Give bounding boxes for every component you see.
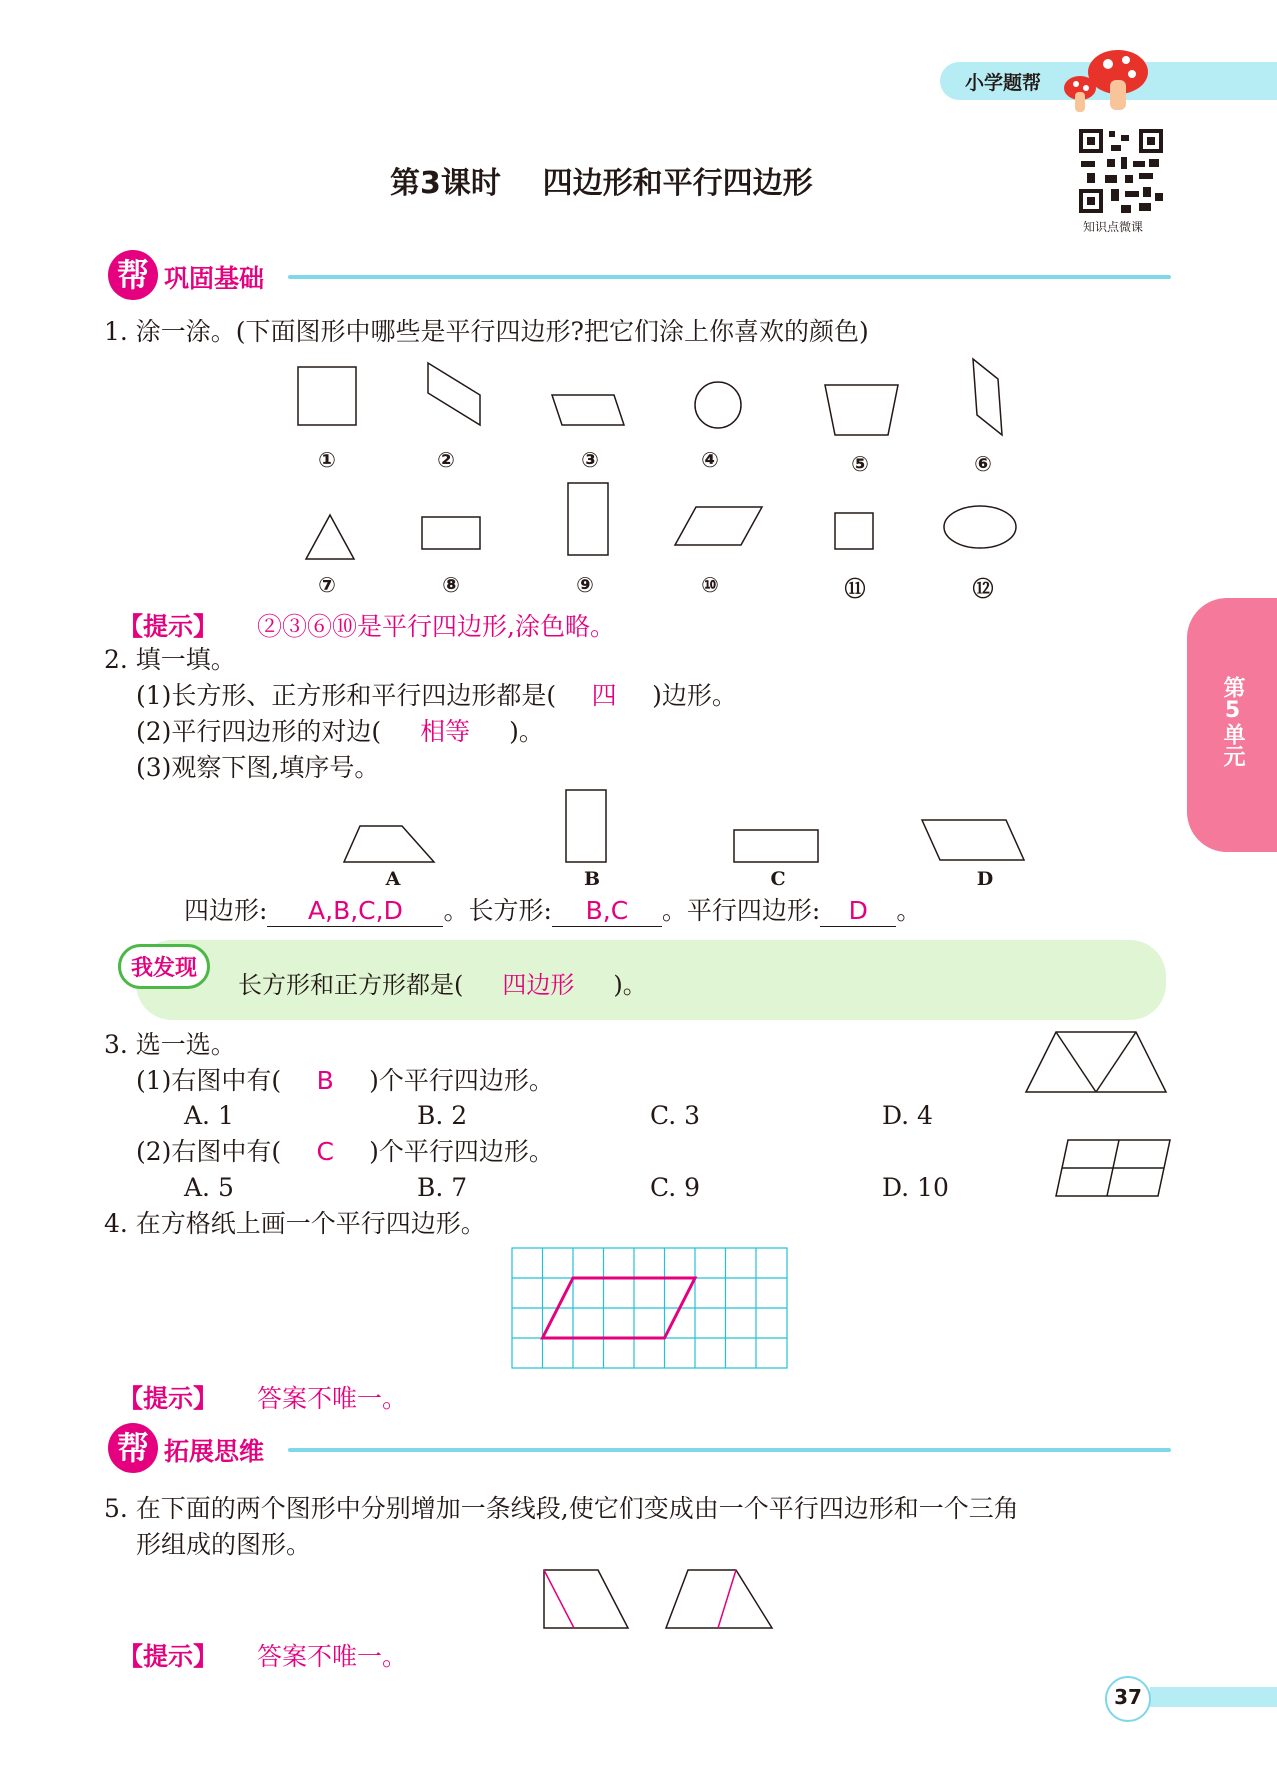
q3-part2 xyxy=(136,1137,554,1167)
shape-3-parallelogram xyxy=(552,395,624,425)
q1-shapes xyxy=(290,355,1030,595)
shape-10-parallelogram xyxy=(675,507,762,545)
q3-part1-prefix: (1)右图中有( xyxy=(136,1066,282,1095)
q2-shapes xyxy=(330,780,1050,880)
q1-hint: ②③⑥⑩是平行四边形,涂色略。 xyxy=(257,612,615,641)
section-divider-basic xyxy=(288,275,1171,279)
shape-label-12: ⑫ xyxy=(972,577,994,601)
shape-label-6: ⑥ xyxy=(974,452,992,476)
q1-hint-label: 【提示】 xyxy=(118,612,219,641)
q2-part1-suffix: )边形。 xyxy=(652,681,737,710)
q2-part1-prefix: (1)长方形、正方形和平行四边形都是( xyxy=(136,681,557,710)
shape-B-rectangle xyxy=(566,790,606,862)
q3-p1-option-a: A. 1 xyxy=(184,1101,234,1130)
fill-quad-answer: A,B,C,D xyxy=(267,896,443,927)
shape-2-parallelogram xyxy=(428,363,480,425)
q5-stem-line2: 形组成的图形。 xyxy=(136,1530,312,1559)
q3-part1 xyxy=(136,1066,554,1096)
q3-part2-answer: C xyxy=(316,1137,334,1166)
shape-label-10: ⑩ xyxy=(701,573,719,597)
shape-A-trapezoid xyxy=(344,826,434,862)
shape-9-rectangle xyxy=(568,483,608,555)
q5-answer-line-1 xyxy=(544,1570,574,1628)
grid-paper[interactable] xyxy=(510,1246,790,1370)
q2-part1 xyxy=(136,681,737,711)
qr-caption: 知识点微课 xyxy=(1083,220,1144,234)
fill-para-label: 。平行四边形: xyxy=(661,896,821,925)
q3-part2-suffix: )个平行四边形。 xyxy=(369,1137,554,1166)
q2-part2-suffix: )。 xyxy=(509,717,544,746)
shape-5-trapezoid xyxy=(825,385,898,435)
shape-C-rectangle xyxy=(734,830,818,862)
q3-part1-answer: B xyxy=(316,1066,334,1095)
unit-tab-label: 第5单元 xyxy=(1220,676,1245,767)
fill-end: 。 xyxy=(896,896,922,925)
q2-stem: 2. 填一填。 xyxy=(104,645,236,674)
q2-part1-answer: 四 xyxy=(591,681,617,710)
q3-part1-suffix: )个平行四边形。 xyxy=(369,1066,554,1095)
shape-12-ellipse xyxy=(944,506,1016,548)
q2-part2 xyxy=(136,717,544,747)
q3-figure-parallelograms xyxy=(1054,1136,1174,1200)
shape-label-11: ⑪ xyxy=(844,577,866,601)
section-title-basic: 巩固基础 xyxy=(164,264,265,293)
q3-part2-prefix: (2)右图中有( xyxy=(136,1137,282,1166)
q4-hint: 答案不唯一。 xyxy=(257,1384,408,1413)
q3-p2-option-b: B. 7 xyxy=(417,1173,468,1202)
shape-label-9: ⑨ xyxy=(576,573,594,597)
shape-1-square xyxy=(298,367,356,425)
brand-name: 小学题帮 xyxy=(965,72,1042,94)
q2-part2-prefix: (2)平行四边形的对边( xyxy=(136,717,382,746)
q5-figure-2 xyxy=(666,1570,772,1628)
q1-stem: 1. 涂一涂。(下面图形中哪些是平行四边形?把它们涂上你喜欢的颜色) xyxy=(104,317,869,346)
section-badge-extend: 帮 xyxy=(108,1423,158,1473)
q2-fill-line xyxy=(184,896,921,927)
shape-label-D: D xyxy=(976,868,994,890)
q3-p1-option-c: C. 3 xyxy=(650,1101,701,1130)
shape-label-7: ⑦ xyxy=(318,573,336,597)
page-number-bar xyxy=(1150,1687,1277,1707)
fill-para-answer: D xyxy=(820,896,896,927)
q3-p1-option-d: D. 4 xyxy=(882,1101,933,1130)
section-badge-basic: 帮 xyxy=(108,250,158,300)
q3-p1-option-b: B. 2 xyxy=(417,1101,468,1130)
shape-label-2: ② xyxy=(437,448,455,472)
fill-quad-label: 四边形: xyxy=(184,896,268,925)
shape-11-square xyxy=(835,513,873,549)
page-number: 37 xyxy=(1114,1685,1142,1709)
q3-p2-option-d: D. 10 xyxy=(882,1173,949,1202)
mushroom-logo xyxy=(1062,44,1152,116)
discovery-prefix: 长方形和正方形都是( xyxy=(238,971,464,999)
shape-label-4: ④ xyxy=(701,448,719,472)
q5-hint: 答案不唯一。 xyxy=(257,1642,408,1671)
q5-stem-line1: 5. 在下面的两个图形中分别增加一条线段,使它们变成由一个平行四边形和一个三角 xyxy=(104,1494,1019,1523)
shape-label-8: ⑧ xyxy=(442,573,460,597)
shape-label-B: B xyxy=(583,868,601,890)
q3-p2-option-c: C. 9 xyxy=(650,1173,701,1202)
discovery-suffix: )。 xyxy=(613,971,647,999)
shape-4-circle xyxy=(695,382,741,428)
q3-stem: 3. 选一选。 xyxy=(104,1030,236,1059)
q2-part2-answer: 相等 xyxy=(420,717,471,746)
shape-8-rectangle xyxy=(422,517,480,549)
shape-6-parallelogram xyxy=(973,359,1002,435)
shape-label-A: A xyxy=(385,868,401,890)
discovery-text xyxy=(238,971,647,1000)
q3-figure-triangles xyxy=(1024,1028,1170,1094)
shape-7-triangle xyxy=(306,515,354,559)
shape-label-3: ③ xyxy=(581,448,599,472)
q5-hint-label: 【提示】 xyxy=(118,1642,219,1671)
q4-stem: 4. 在方格纸上画一个平行四边形。 xyxy=(104,1209,486,1238)
shape-D-parallelogram xyxy=(922,820,1024,860)
q3-p2-option-a: A. 5 xyxy=(184,1173,234,1202)
section-title-extend: 拓展思维 xyxy=(164,1437,265,1466)
fill-rect-answer: B,C xyxy=(552,896,662,927)
discovery-badge: 我发现 xyxy=(118,944,210,989)
q5-figure-1 xyxy=(544,1570,628,1628)
q4-hint-label: 【提示】 xyxy=(118,1384,219,1413)
discovery-answer: 四边形 xyxy=(502,971,575,999)
shape-label-1: ① xyxy=(318,448,336,472)
q5-figures xyxy=(540,1566,780,1632)
shape-label-5: ⑤ xyxy=(851,452,869,476)
shape-label-C: C xyxy=(770,868,786,890)
section-divider-extend xyxy=(288,1448,1171,1452)
qr-code-icon[interactable] xyxy=(1077,127,1165,215)
fill-rect-label: 。长方形: xyxy=(443,896,552,925)
q5-answer-line-2 xyxy=(718,1570,736,1628)
page-title: 第3课时 四边形和平行四边形 xyxy=(390,166,813,201)
unit-tab[interactable] xyxy=(1187,598,1277,852)
q2-part3: (3)观察下图,填序号。 xyxy=(136,753,380,782)
